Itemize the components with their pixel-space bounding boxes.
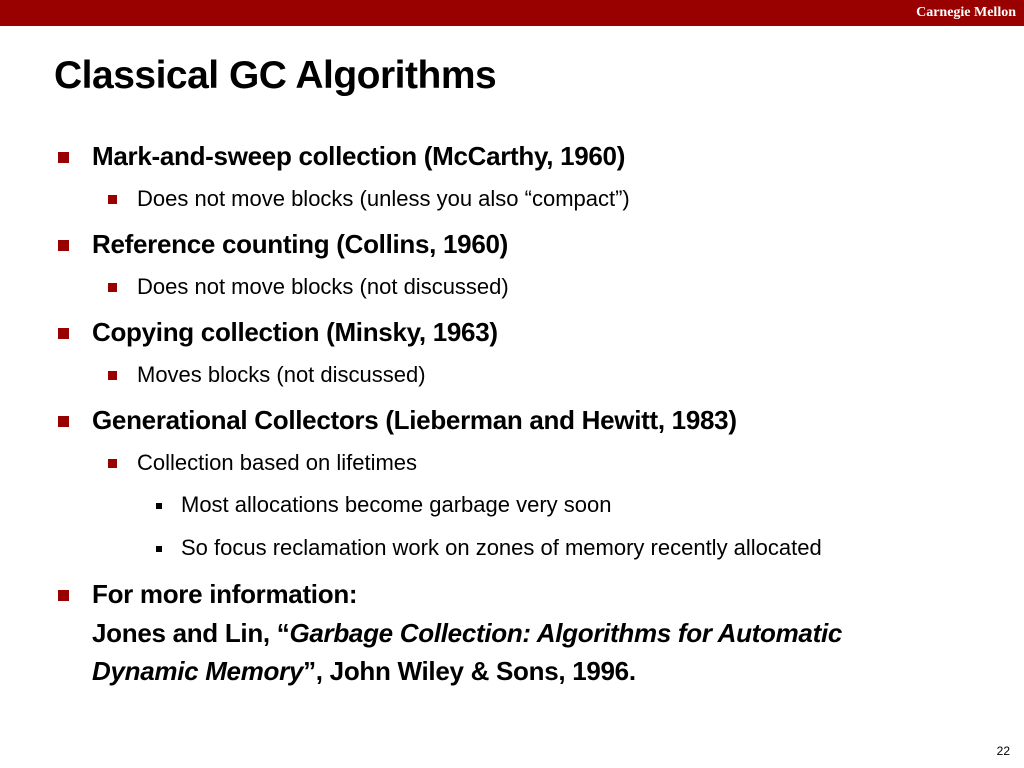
square-bullet-icon [156, 546, 162, 552]
square-bullet-icon [108, 283, 117, 292]
sub-sub-bullet-item [0, 535, 1024, 565]
book-title-part-2: Dynamic Memory [92, 656, 304, 686]
square-bullet-icon [58, 240, 69, 251]
bullet-text: Generational Collectors (Lieberman and Hewitt, 1983) [92, 405, 737, 435]
brand-label: Carnegie Mellon [916, 5, 1016, 20]
reference-line-2-text [92, 656, 636, 687]
square-bullet-icon [58, 328, 69, 339]
slide-title: Classical GC Algorithms [54, 54, 497, 97]
square-bullet-icon [108, 195, 117, 204]
square-bullet-icon [58, 590, 69, 601]
sub-sub-bullet-item [0, 492, 1024, 522]
sub-bullet-item [0, 450, 1024, 480]
bullet-item-reference-counting [0, 229, 1024, 263]
bullet-item-more-information [0, 579, 1024, 613]
sub-sub-bullet-text: So focus reclamation work on zones of memory recently allocated [181, 535, 822, 560]
sub-bullet-item [0, 274, 1024, 304]
reference-heading: For more information: [92, 579, 358, 609]
sub-sub-bullet-text: Most allocations become garbage very soon [181, 492, 612, 517]
square-bullet-icon [58, 152, 69, 163]
bullet-text: Copying collection (Minsky, 1963) [92, 317, 498, 347]
reference-line-1 [0, 618, 1024, 652]
sub-bullet-text: Does not move blocks (unless you also “compact”) [137, 186, 630, 211]
square-bullet-icon [108, 371, 117, 380]
square-bullet-icon [156, 503, 162, 509]
reference-suffix: ”, John Wiley & Sons, 1996. [303, 656, 636, 686]
reference-prefix: Jones and Lin, “ [92, 618, 290, 648]
sub-bullet-text: Moves blocks (not discussed) [137, 362, 426, 387]
book-title-part-1: Garbage Collection: Algorithms for Automatic [289, 618, 843, 648]
sub-bullet-text: Collection based on lifetimes [137, 450, 418, 475]
reference-line-1-text [92, 618, 842, 649]
bullet-item-copying-collection [0, 317, 1024, 351]
page-number: 22 [996, 744, 1010, 758]
sub-bullet-item [0, 362, 1024, 392]
square-bullet-icon [58, 416, 69, 427]
bullet-text: Reference counting (Collins, 1960) [92, 229, 509, 259]
sub-bullet-text: Does not move blocks (not discussed) [137, 274, 509, 299]
bullet-item-mark-and-sweep [0, 141, 1024, 175]
square-bullet-icon [108, 459, 117, 468]
sub-bullet-item [0, 186, 1024, 216]
bullet-text: Mark-and-sweep collection (McCarthy, 1960) [92, 141, 626, 171]
bullet-item-generational-collectors [0, 405, 1024, 439]
reference-line-2 [0, 656, 1024, 690]
